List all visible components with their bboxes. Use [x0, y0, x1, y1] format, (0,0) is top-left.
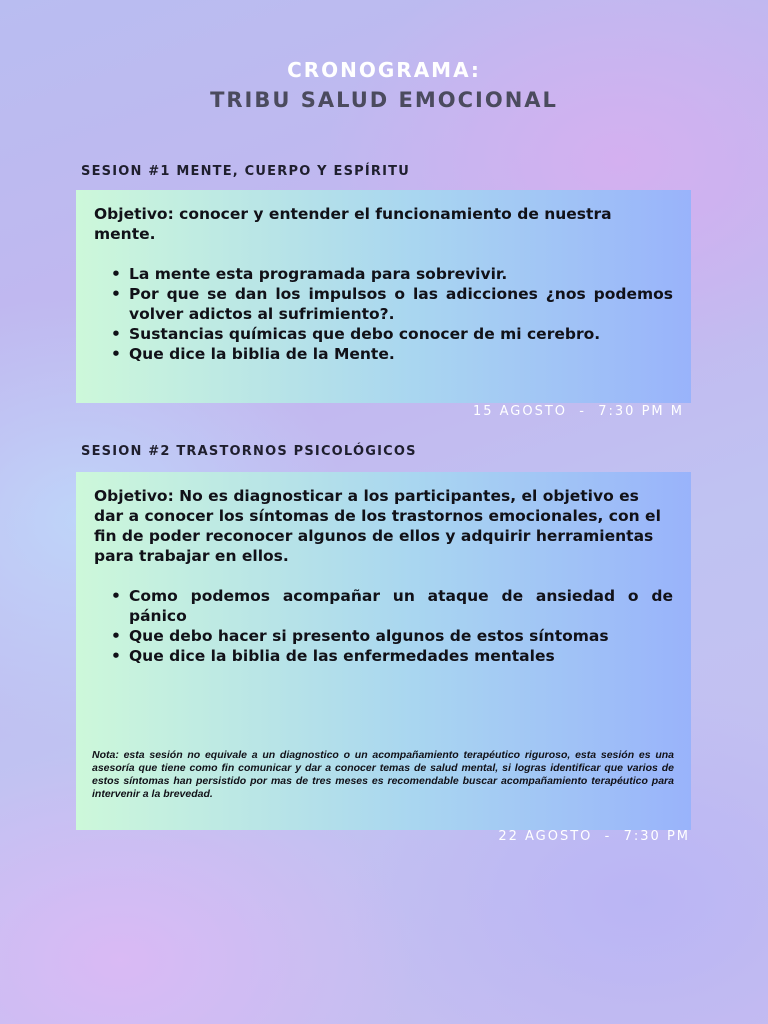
session-1-card	[76, 190, 691, 403]
session-2-heading: SESION #2 TRASTORNOS PSICOLÓGICOS	[81, 444, 417, 459]
bullet-icon: •	[111, 265, 121, 283]
session-2-disclaimer-note: Nota: esta sesión no equivale a un diagnostico o un acompañamiento terapéutico riguroso, esta sesión es una asesoría que tiene como fin comunicar y dar a conocer temas de salud mental, si logras identificar que varios de estos síntomas han persistido por mas de tres meses es recomendable buscar acompañamiento terapéutico para intervenir a la brevedad.	[92, 749, 674, 800]
session-1-topic-text: Sustancias químicas que debo conocer de mi cerebro.	[129, 325, 601, 343]
bullet-icon: •	[111, 647, 121, 665]
session-1-objective: Objetivo: conocer y entender el funcionamiento de nuestra mente.	[94, 205, 612, 243]
session-1-topic-text: La mente esta programada para sobrevivir.	[129, 265, 508, 283]
bullet-icon: •	[111, 587, 121, 605]
bullet-icon: •	[111, 285, 121, 303]
session-2-objective: Objetivo: No es diagnosticar a los participantes, el objetivo es dar a conocer los síntomas de los trastornos emocionales, con el fin de poder reconocer algunos de ellos y adquirir herramientas para trabajar en ellos.	[94, 487, 661, 565]
page-title-line-2: TRIBU SALUD EMOCIONAL	[210, 88, 558, 112]
bullet-icon: •	[111, 325, 121, 343]
session-1-topic-text: Por que se dan los impulsos o las adicciones ¿nos podemos volver adictos al sufrimiento?.	[129, 285, 673, 323]
session-2-card	[76, 472, 691, 830]
session-1-topic	[94, 324, 673, 344]
bullet-icon: •	[111, 345, 121, 363]
page-title-line-1: CRONOGRAMA:	[287, 58, 481, 82]
session-1-date: 15 AGOSTO - 7:30 PM M	[472, 404, 684, 419]
session-2-topic-list	[94, 586, 673, 666]
bullet-icon: •	[111, 627, 121, 645]
session-1-topic-list	[94, 264, 673, 364]
session-1-topic	[94, 344, 673, 364]
session-2-topic	[94, 626, 673, 646]
session-2-topic	[94, 586, 673, 626]
session-2-topic-text: Que dice la biblia de las enfermedades mentales	[129, 647, 555, 665]
session-1-topic	[94, 284, 673, 324]
session-1-topic	[94, 264, 673, 284]
session-2-topic-text: Como podemos acompañar un ataque de ansiedad o de pánico	[129, 587, 673, 625]
session-2-date: 22 AGOSTO - 7:30 PM	[498, 829, 690, 844]
session-2-topic-text: Que debo hacer si presento algunos de estos síntomas	[129, 627, 609, 645]
session-1-heading: SESION #1 MENTE, CUERPO Y ESPÍRITU	[81, 164, 410, 179]
session-1-topic-text: Que dice la biblia de la Mente.	[129, 345, 395, 363]
session-2-topic	[94, 646, 673, 666]
